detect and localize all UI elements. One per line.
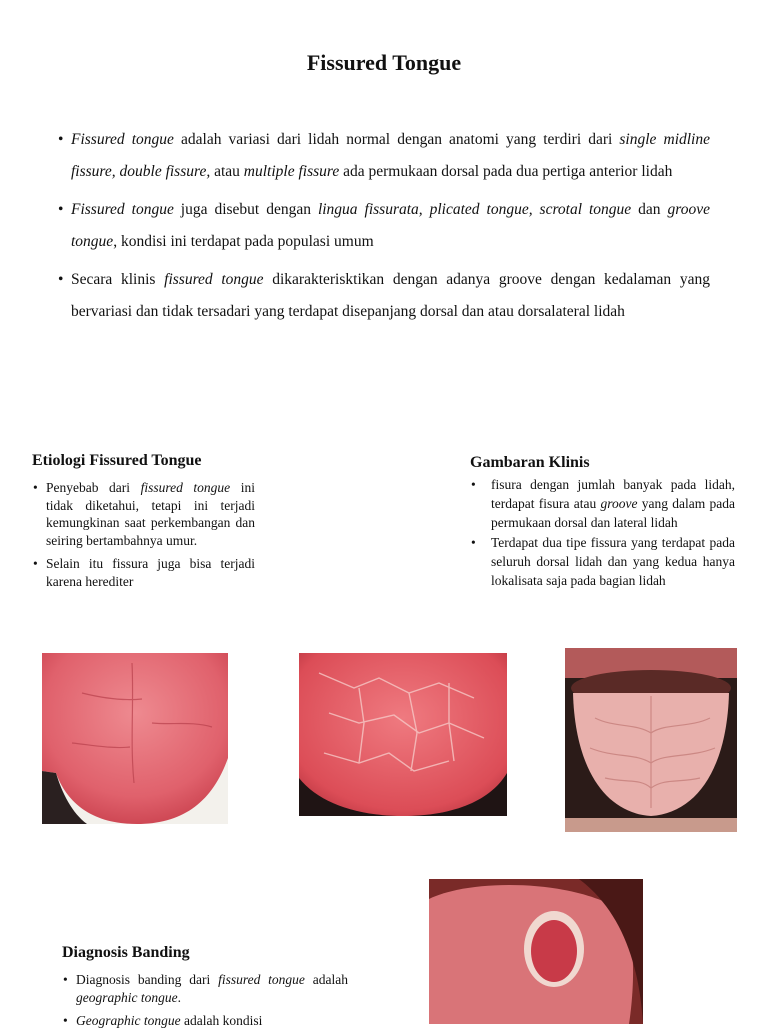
bullet-item [58,194,710,257]
text-run: dikarakterisktikan dengan adanya groove dengan kedalaman yang bervariasi dan tidak tersadari yang terdapat disepanjang dorsal dan atau dorsalateral lidah [71,271,710,320]
text-run: Diagnosis banding dari [76,972,219,987]
intro-list [58,124,710,334]
italic-term: fissured tongue [164,271,264,288]
page-title: Fissured Tongue [306,50,462,75]
bullet-item [470,533,735,590]
italic-term: Fissured tongue [71,201,174,218]
text-run: , kondisi ini terdapat pada populasi umum [113,232,374,250]
text-run: ada permukaan dorsal pada dua pertiga anterior lidah [339,162,673,180]
text-run: . [177,989,181,1005]
bullet-item [58,124,710,187]
bullet-item [62,971,348,1006]
italic-term: fissured tongue [140,480,231,495]
italic-term: single midline fissure, double fissure, [71,131,710,180]
text-run: yang dalam pada permukaan dorsal dan lateral lidah [491,496,735,530]
diagnosis-banding-list [62,971,348,1030]
diagnosis-banding-section [62,944,348,1036]
bullet-item [470,475,735,532]
text-run: ini tidak diketahui, tetapi ini terjadi kemungkinan saat perkembangan dan seiring bertambahnya umur. [46,480,255,548]
text-run: fisura dengan jumlah banyak pada lidah, terdapat fisura atau [491,477,735,511]
text-run: Secara klinis [71,271,165,288]
text-run: juga disebut dengan [173,201,318,218]
diagnosis-banding-title: Diagnosis Banding [62,944,190,961]
text-run: adalah [304,972,349,987]
bullet-item [62,1012,348,1030]
italic-term: Geographic [76,1013,141,1028]
etiologi-section [32,452,255,596]
geographic-tongue-photo [429,879,643,1024]
text-run: Selain itu fissura juga bisa terjadi karena herediter [46,556,255,589]
italic-term: Fissured tongue [71,131,174,148]
italic-term: lingua fissurata, plicated tongue, scrotal tongue [317,201,632,218]
italic-term: groove [600,496,638,511]
text-run: atau [210,162,244,180]
etiologi-title: Etiologi Fissured Tongue [32,452,202,469]
gambaran-klinis-section [470,454,735,591]
italic-term: groove tongue [71,201,710,250]
bullet-item [32,555,255,590]
italic-term: fissured tongue [218,972,305,987]
bullet-item [32,479,255,549]
text-run: adalah variasi dari lidah normal dengan anatomi yang terdiri dari [173,131,620,148]
etiologi-list [32,479,255,590]
fissured-tongue-photo-3 [565,648,737,832]
gambaran-klinis-title: Gambaran Klinis [470,454,590,471]
italic-term: tongue [143,1013,181,1028]
bullet-item [58,264,710,327]
italic-term: multiple fissure [243,162,340,180]
gambaran-klinis-list [470,475,735,590]
text-run: Penyebab dari [46,480,141,495]
italic-term: geographic tongue [76,989,178,1005]
text-run: Terdapat dua tipe fissura yang terdapat pada seluruh dorsal lidah dan yang kedua hanya lokalisata saja pada bagian lidah [491,535,735,588]
fissured-tongue-photo-2 [299,653,507,816]
fissured-tongue-photo-1 [42,653,228,824]
text-run: adalah kondisi [180,1013,263,1028]
text-run: dan [631,201,668,218]
